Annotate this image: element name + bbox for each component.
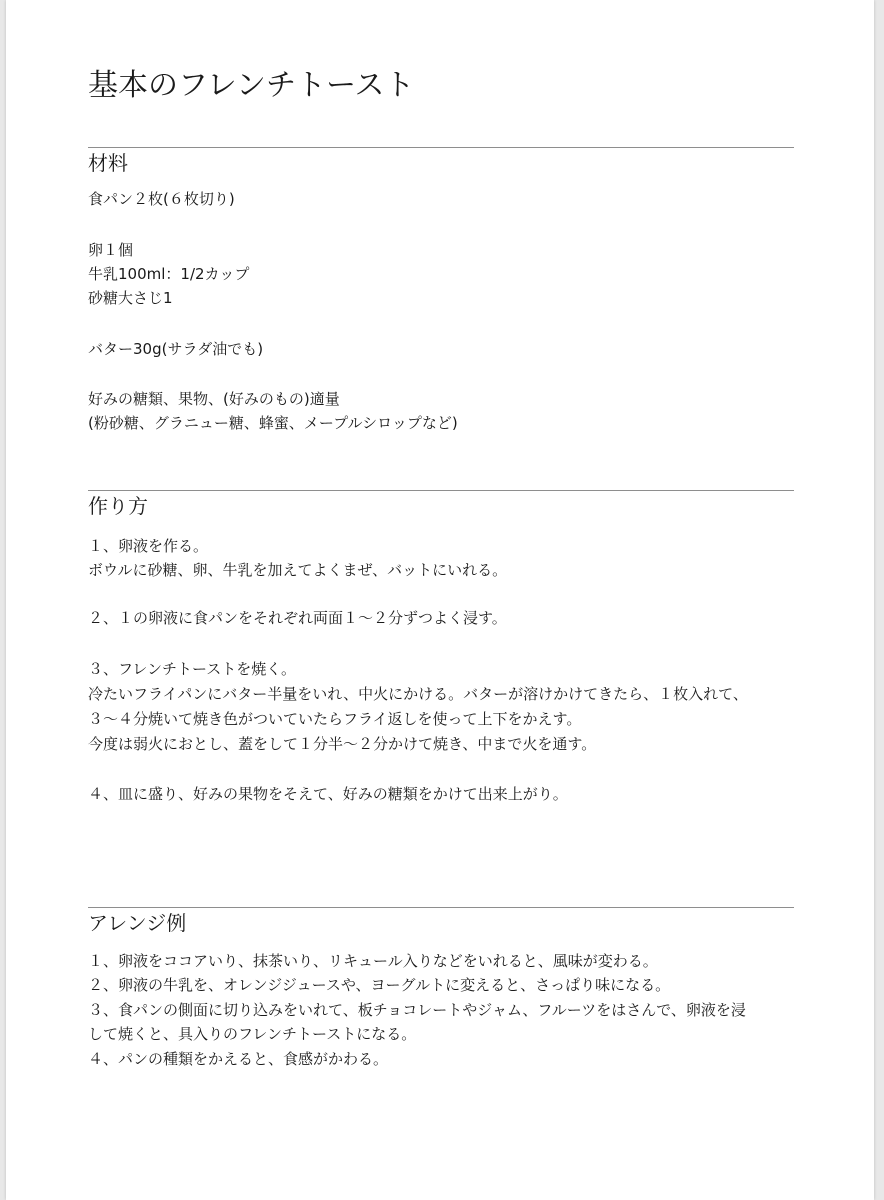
arrange-line: ２、卵液の牛乳を、オレンジジュースや、ヨーグルトに変えると、さっぱり味になる。 [88,976,671,994]
ingredient-line: 食パン２枚(６枚切り) [88,190,235,208]
ingredient-line: 卵１個 [88,241,134,259]
ingredient-line: バター30g(サラダ油でも) [88,340,264,358]
page-title: 基本のフレンチトースト [88,68,415,103]
arrange-line: ３、食パンの側面に切り込みをいれて、板チョコレートやジャム、フルーツをはさんで、卵液を浸 [88,1001,746,1019]
method-line: ４、皿に盛り、好みの果物をそえて、好みの糖類をかけて出来上がり。 [88,785,568,803]
ingredient-line: 牛乳100ml：1/2カップ [88,265,250,283]
method-heading: 作り方 [88,494,148,518]
method-line: ３、フレンチトーストを焼く。 [88,660,296,678]
arrange-line: して焼くと、具入りのフレンチトーストになる。 [88,1025,417,1043]
arrange-line: １、卵液をココアいり、抹茶いり、リキュール入りなどをいれると、風味が変わる。 [88,952,658,970]
method-line: ３〜４分焼いて焼き色がついていたらフライ返しを使って上下をかえす。 [88,710,582,728]
method-line: １、卵液を作る。 [88,537,209,555]
section-divider-ingredients [88,147,794,148]
method-line: 冷たいフライパンにバター半量をいれ、中火にかける。バターが溶けかけてきたら、１枚入れて、 [88,685,748,703]
arrange-heading: アレンジ例 [88,911,187,935]
section-divider-method [88,490,794,491]
ingredient-line: 砂糖大さじ1 [88,289,173,307]
method-line: 今度は弱火におとし、蓋をして１分半〜２分かけて焼き、中まで火を通す。 [88,735,597,753]
ingredient-line: (粉砂糖、グラニュー糖、蜂蜜、メープルシロップなど) [88,414,458,432]
method-line: ２、１の卵液に食パンをそれぞれ両面１〜２分ずつよく浸す。 [88,609,507,627]
ingredient-line: 好みの糖類、果物、(好みのもの)適量 [88,390,340,408]
ingredients-heading: 材料 [88,151,128,175]
method-line: ボウルに砂糖、卵、牛乳を加えてよくまぜ、バットにいれる。 [88,561,508,579]
section-divider-arrange [88,907,794,908]
arrange-line: ４、パンの種類をかえると、食感がかわる。 [88,1050,389,1068]
recipe-page [6,0,874,1200]
